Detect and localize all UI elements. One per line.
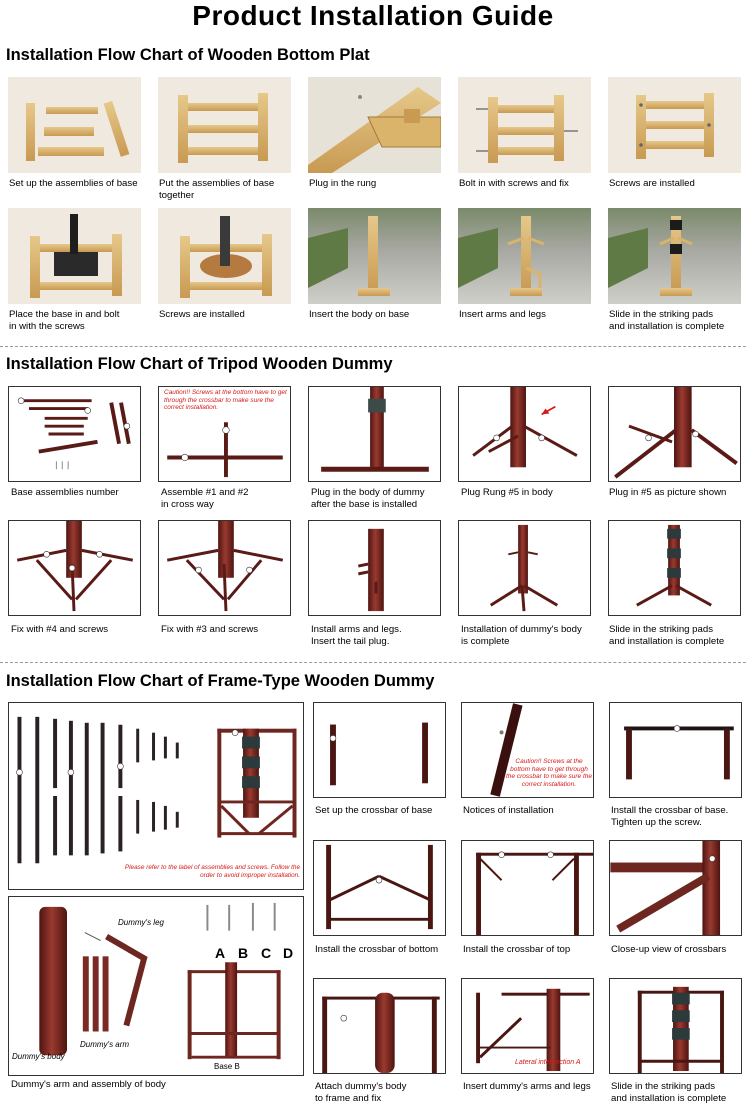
- frame-step-8-caption: Insert dummy's arms and legs: [463, 1081, 591, 1092]
- screw-label-d: D: [283, 945, 294, 961]
- section-title-frame: Installation Flow Chart of Frame-Type Wooden Dummy: [6, 672, 435, 690]
- base-step-6-image: [8, 208, 141, 304]
- base-step-2-image: [158, 77, 291, 173]
- base-step-9-caption: Insert arms and legs: [459, 309, 546, 320]
- tripod-step-2-caption: Assemble #1 and #2 in cross way: [161, 487, 249, 510]
- frame-caution-note: Caution!! Screws at the bottom have to get through the crossbar to make sure the correct installation.: [506, 758, 592, 788]
- section-divider-1: [0, 346, 746, 347]
- base-step-4-caption: Bolt in with screws and fix: [459, 178, 569, 189]
- label-dummy-leg: Dummy's leg: [118, 918, 164, 927]
- tripod-step-7-caption: Fix with #3 and screws: [161, 624, 259, 635]
- screw-label-c: C: [261, 945, 272, 961]
- base-step-10-image: [608, 208, 741, 304]
- frame-step-5-caption: Install the crossbar of top: [463, 944, 571, 955]
- frame-step-1-caption: Set up the crossbar of base: [315, 805, 433, 816]
- frame-step-9-image: [609, 978, 742, 1074]
- frame-step-9-caption: Slide in the striking pads and installation is complete: [611, 1081, 727, 1104]
- base-step-5-image: [608, 77, 741, 173]
- tripod-step-5-caption: Plug in #5 as picture shown: [609, 487, 727, 498]
- tripod-step-6-image: [8, 520, 141, 616]
- tripod-step-10-image: [608, 520, 741, 616]
- frame-step-4-caption: Install the crossbar of bottom: [315, 944, 439, 955]
- section-title-base: Installation Flow Chart of Wooden Bottom Plat: [6, 46, 370, 64]
- page-title: Product Installation Guide: [192, 0, 554, 31]
- base-step-5-caption: Screws are installed: [609, 178, 695, 189]
- tripod-step-8-caption: Install arms and legs. Insert the tail plug.: [311, 624, 402, 647]
- tripod-step-8-image: [308, 520, 441, 616]
- frame-step-6-image: [609, 840, 742, 936]
- base-step-10-caption: Slide in the striking pads and installation is complete: [609, 309, 725, 332]
- base-step-2-caption: Put the assemblies of base together: [159, 178, 275, 201]
- tripod-step-1-caption: Base assemblies number: [11, 487, 119, 498]
- screw-label-a: A: [215, 945, 226, 961]
- frame-step-7-image: [313, 978, 446, 1074]
- tripod-step-9-image: [458, 520, 591, 616]
- tripod-step-1-image: [8, 386, 141, 482]
- frame-step-3-image: [609, 702, 742, 798]
- tripod-caution-note: Caution!! Screws at the bottom have to get through the crossbar to make sure the correct installation.: [164, 389, 287, 411]
- frame-parts-panel: [8, 702, 304, 890]
- base-step-7-caption: Screws are installed: [159, 309, 245, 320]
- frame-step-4-image: [313, 840, 446, 936]
- label-lateral-intersection: Lateral intersection A: [515, 1059, 581, 1066]
- base-step-3-caption: Plug in the rung: [309, 178, 377, 189]
- base-step-9-image: [458, 208, 591, 304]
- screw-label-b: B: [238, 945, 249, 961]
- base-step-3-image: [308, 77, 441, 173]
- base-step-4-image: [458, 77, 591, 173]
- frame-step-2-caption: Notices of installation: [463, 805, 554, 816]
- frame-parts-note: Please refer to the label of assemblies and screws. Follow the order to avoid improper installation.: [124, 864, 300, 879]
- frame-body-caption: Dummy's arm and assembly of body: [11, 1079, 166, 1090]
- base-step-6-caption: Place the base in and bolt in with the screws: [9, 309, 120, 332]
- base-step-7-image: [158, 208, 291, 304]
- tripod-step-6-caption: Fix with #4 and screws: [11, 624, 109, 635]
- section-title-tripod: Installation Flow Chart of Tripod Wooden Dummy: [6, 355, 393, 373]
- tripod-step-3-image: [308, 386, 441, 482]
- tripod-step-5-image: [608, 386, 741, 482]
- label-dummy-arm: Dummy's arm: [80, 1040, 130, 1049]
- frame-step-1-image: [313, 702, 446, 798]
- label-dummy-body: Dummy's body: [12, 1052, 65, 1061]
- tripod-step-7-image: [158, 520, 291, 616]
- section-divider-2: [0, 662, 746, 663]
- tripod-step-4-image: [458, 386, 591, 482]
- tripod-step-3-caption: Plug in the body of dummy after the base is installed: [311, 487, 425, 510]
- tripod-step-4-caption: Plug Rung #5 in body: [461, 487, 553, 498]
- base-step-8-image: [308, 208, 441, 304]
- frame-step-6-caption: Close-up view of crossbars: [611, 944, 727, 955]
- tripod-step-9-caption: Installation of dummy's body is complete: [461, 624, 582, 647]
- frame-step-3-caption: Install the crossbar of base. Tighten up the screw.: [611, 805, 729, 828]
- base-step-1-caption: Set up the assemblies of base: [9, 178, 138, 189]
- frame-step-7-caption: Attach dummy's body to frame and fix: [315, 1081, 407, 1104]
- base-step-1-image: [8, 77, 141, 173]
- tripod-step-10-caption: Slide in the striking pads and installation is complete: [609, 624, 725, 647]
- base-step-8-caption: Insert the body on base: [309, 309, 410, 320]
- label-base-b: Base B: [214, 1062, 240, 1071]
- frame-step-5-image: [461, 840, 594, 936]
